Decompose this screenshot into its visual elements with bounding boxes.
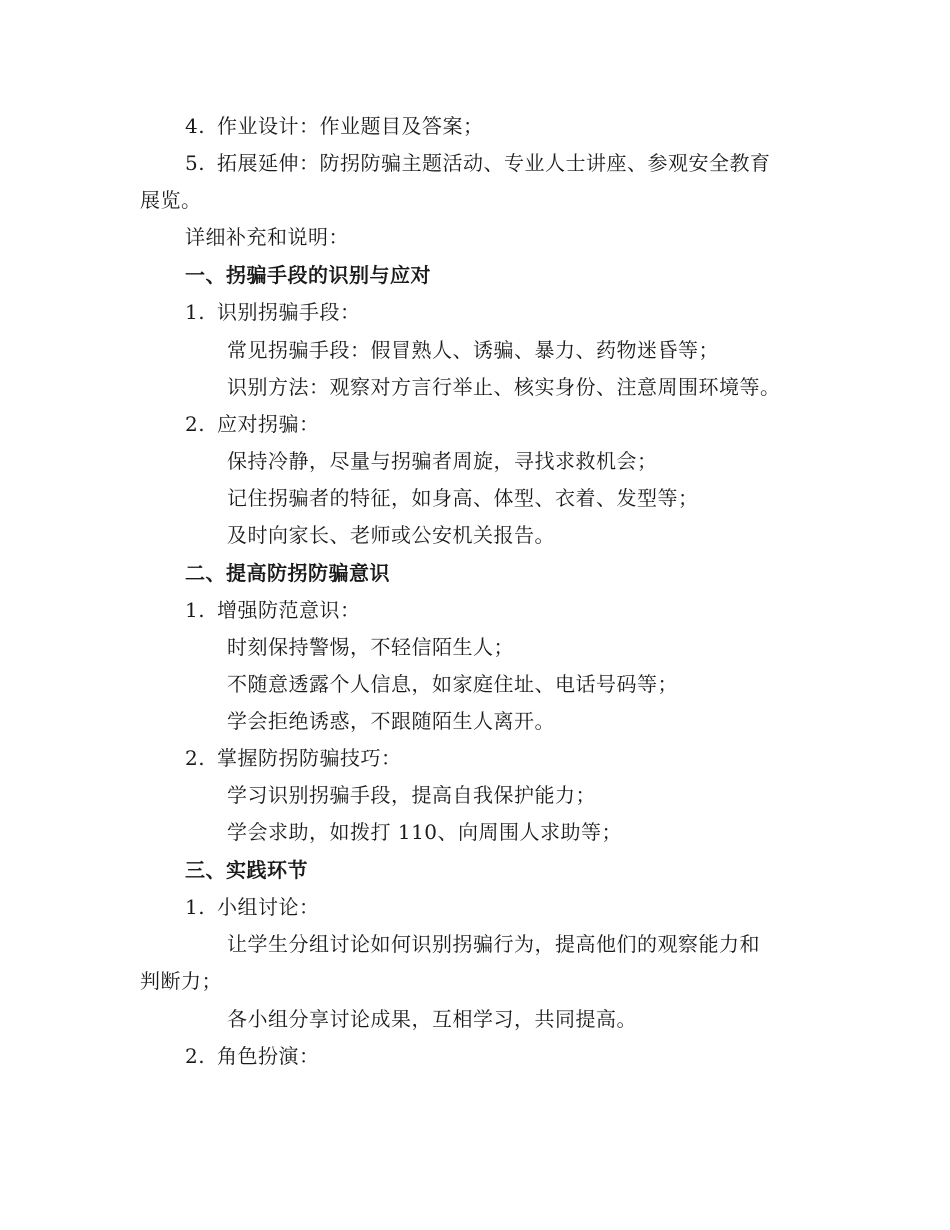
item-number: 2. <box>185 746 206 770</box>
list-item <box>185 150 771 176</box>
bullet-line: 学习识别拐骗手段，提高自我保护能力； <box>227 783 596 807</box>
bullet-line: 识别方法：观察对方言行举止、核实身份、注意周围环境等。 <box>227 375 781 399</box>
item-number: 1. <box>185 300 206 324</box>
item-text: 拓展延伸：防拐防骗主题活动、专业人士讲座、参观安全教育 <box>217 151 771 175</box>
item-continuation: 展览。 <box>140 188 202 212</box>
subsection-label <box>185 894 320 920</box>
list-item <box>185 113 484 139</box>
item-text: 作业设计：作业题目及答案； <box>217 114 484 138</box>
section-heading: 一、拐骗手段的识别与应对 <box>185 263 431 287</box>
item-text: 增强防范意识： <box>217 598 361 622</box>
section-heading: 二、提高防拐防骗意识 <box>185 561 390 585</box>
item-number: 4. <box>185 114 206 138</box>
subsection-label <box>185 1043 320 1069</box>
subsection-label <box>185 411 320 437</box>
item-text: 应对拐骗： <box>217 412 320 436</box>
subsection-label <box>185 299 361 325</box>
paragraph-continuation: 判断力； <box>140 969 222 993</box>
bullet-line: 学会拒绝诱惑，不跟随陌生人离开。 <box>227 709 555 733</box>
item-number: 1. <box>185 598 206 622</box>
bullet-line: 学会求助，如拨打 110、向周围人求助等； <box>227 820 623 844</box>
paragraph-line: 各小组分享讨论成果，互相学习，共同提高。 <box>227 1007 637 1031</box>
item-text: 小组讨论： <box>217 895 320 919</box>
bullet-line: 保持冷静，尽量与拐骗者周旋，寻找求救机会； <box>227 449 658 473</box>
item-number: 1. <box>185 895 206 919</box>
bullet-line: 常见拐骗手段：假冒熟人、诱骗、暴力、药物迷昏等； <box>227 338 719 362</box>
bullet-line: 及时向家长、老师或公安机关报告。 <box>227 523 555 547</box>
bullet-line: 记住拐骗者的特征，如身高、体型、衣着、发型等； <box>227 486 699 510</box>
item-number: 2. <box>185 1044 206 1068</box>
item-number: 2. <box>185 412 206 436</box>
item-number: 5. <box>185 151 206 175</box>
subsection-label <box>185 745 402 771</box>
bullet-line: 时刻保持警惕，不轻信陌生人； <box>227 635 514 659</box>
paragraph-line: 让学生分组讨论如何识别拐骗行为，提高他们的观察能力和 <box>227 932 760 956</box>
section-heading: 三、实践环节 <box>185 858 308 882</box>
item-text: 识别拐骗手段： <box>217 300 361 324</box>
bullet-line: 不随意透露个人信息，如家庭住址、电话号码等； <box>227 672 678 696</box>
item-text: 角色扮演： <box>217 1044 320 1068</box>
item-text: 掌握防拐防骗技巧： <box>217 746 402 770</box>
supplement-label: 详细补充和说明： <box>185 225 349 249</box>
subsection-label <box>185 597 361 623</box>
